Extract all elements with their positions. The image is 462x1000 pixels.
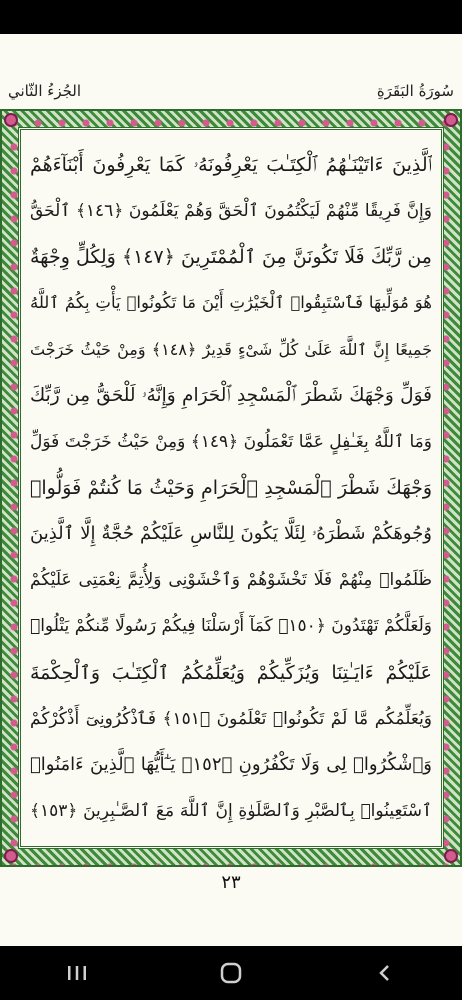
verse-line: وَمَا ٱللَّهُ بِغَـٰفِلٍ عَمَّا تَعْمَلُونَ ﴿١٤٩﴾ وَمِنْ حَيْثُ خَرَجْتَ فَوَلِّ — [30, 431, 432, 452]
verse-line: ٱسْتَعِينُوا۟ بِٱلصَّبْرِ وَٱلصَّلَوٰةِ إِنَّ ٱللَّهَ مَعَ ٱلصَّـٰبِرِينَ ﴿١٥٣﴾ — [30, 800, 432, 821]
verse-line: فَوَلِّ وَجْهَكَ شَطْرَ ٱلْمَسْجِدِ ٱلْحَرَامِ وَإِنَّهُۥ لَلْحَقُّ مِن رَّبِّكَ — [30, 384, 432, 406]
verse-line: ٱلَّذِينَ ءَاتَيْنَـٰهُمُ ٱلْكِتَـٰبَ يَعْرِفُونَهُۥ كَمَا يَعْرِفُونَ أَبْنَآءَهُمْ — [30, 154, 432, 176]
verse-line: عَلَيْكُمْ ءَايَـٰتِنَا وَيُزَكِّيكُمْ وَيُعَلِّمُكُمُ ٱلْكِتَـٰبَ وَٱلْحِكْمَةَ — [30, 661, 432, 684]
back-button[interactable] — [355, 953, 415, 993]
home-button[interactable] — [201, 953, 261, 993]
page-header — [0, 80, 462, 110]
recents-button[interactable] — [47, 953, 107, 993]
verse-line: مِن رَّبِّكَ فَلَا تَكُونَنَّ مِنَ ٱلْمُمْتَرِينَ ﴿١٤٧﴾ وَلِكُلٍّ وِجْهَةٌ — [30, 246, 432, 269]
page-number: ٢٣ — [221, 872, 241, 893]
verse-line: وَٱشْكُرُوا۟ لِى وَلَا تَكْفُرُونِ ﴿١٥٢﴾ يَـٰٓأَيُّهَا ٱلَّذِينَ ءَامَنُوا۟ — [30, 753, 432, 775]
verse-line: وَيُعَلِّمُكُم مَّا لَمْ تَكُونُوا۟ تَعْلَمُونَ ﴿١٥١﴾ فَٱذْكُرُونِىٓ أَذْكُرْكُمْ — [30, 708, 432, 729]
navigation-bar — [0, 946, 462, 1000]
flower-ornament-icon — [4, 849, 18, 863]
recents-icon — [65, 964, 89, 982]
ornamental-frame — [0, 109, 462, 867]
verse-line: وَجْهَكَ شَطْرَ ٱلْمَسْجِدِ ٱلْحَرَامِ وَحَيْثُ مَا كُنتُمْ فَوَلُّوا۟ — [30, 476, 432, 499]
juz-label: الجُزءُ الثّاني — [8, 82, 82, 100]
verse-line: هُوَ مُوَلِّيهَا فَٱسْتَبِقُوا۟ ٱلْخَيْرَٰتِ أَيْنَ مَا تَكُونُوا۟ يَأْتِ بِكُمُ ٱللَّهُ — [30, 293, 432, 313]
verse-line: وُجُوهَكُمْ شَطْرَهُۥ لِئَلَّا يَكُونَ لِلنَّاسِ عَلَيْكُمْ حُجَّةٌ إِلَّا ٱلَّذِينَ — [30, 523, 432, 545]
verse-line: جَمِيعًا إِنَّ ٱللَّهَ عَلَىٰ كُلِّ شَىْءٍ قَدِيرٌ ﴿١٤٨﴾ وَمِنْ حَيْثُ خَرَجْتَ — [30, 339, 432, 359]
verse-line: ظَلَمُوا۟ مِنْهُمْ فَلَا تَخْشَوْهُمْ وَٱخْشَوْنِى وَلِأُتِمَّ نِعْمَتِى عَلَيْكُمْ — [30, 570, 432, 591]
home-icon — [219, 961, 243, 985]
flower-ornament-icon — [4, 113, 18, 127]
surah-label: سُورَةُ البَقَرَةِ — [376, 82, 454, 100]
verse-line: وَلَعَلَّكُمْ تَهْتَدُونَ ﴿١٥٠﴾ كَمَآ أَرْسَلْنَا فِيكُمْ رَسُولًا مِّنكُمْ يَتْلُوا۟ — [30, 616, 432, 637]
verse-line: وَإِنَّ فَرِيقًا مِّنْهُمْ لَيَكْتُمُونَ ٱلْحَقَّ وَهُمْ يَعْلَمُونَ ﴿١٤٦﴾ ٱلْحَقُّ — [30, 201, 432, 222]
flower-ornament-icon — [444, 849, 458, 863]
status-bar — [0, 0, 462, 34]
flower-ornament-icon — [444, 113, 458, 127]
back-icon — [375, 963, 395, 983]
verse-text-area[interactable] — [24, 133, 438, 843]
